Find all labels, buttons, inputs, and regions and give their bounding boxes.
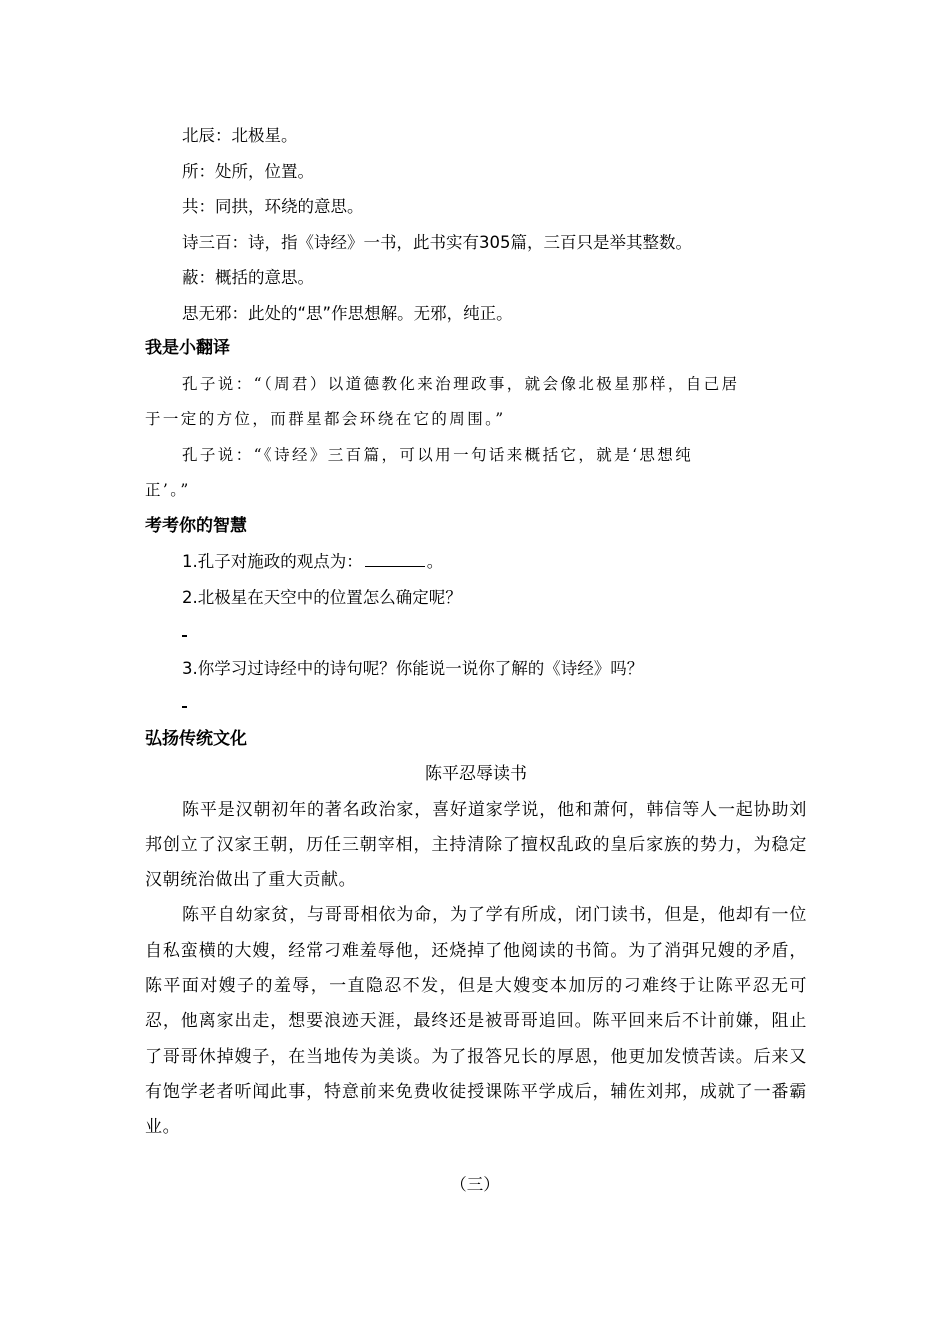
annotation-shisanbai: 诗三百：诗，指《诗经》一书，此书实有305篇，三百只是举其整数。 <box>182 232 692 252</box>
quiz-question-3: 3.你学习过诗经中的诗句呢？你能说一说你了解的《诗经》吗？ <box>182 658 644 678</box>
quiz-heading: 考考你的智慧 <box>145 515 247 536</box>
translation-1-line-2: 于一定的方位，而群星都会环绕在它的周围。” <box>145 410 506 428</box>
answer-blank[interactable] <box>365 548 425 567</box>
story-paragraph-1: 陈平是汉朝初年的著名政治家，喜好道家学说，他和萧何，韩信等人一起协助刘邦创立了汉家王朝，历任三朝宰相，主持清除了擅权乱政的皇后家族的势力，为稳定汉朝统治做出了重大贡献。 <box>145 799 807 891</box>
quiz-question-1-text: 1.孔子对施政的观点为： <box>182 552 363 571</box>
translation-2-line-2: 正’。” <box>145 481 191 499</box>
culture-heading: 弘扬传统文化 <box>145 728 247 749</box>
story-title: 陈平忍辱读书 <box>425 764 527 784</box>
quiz-question-1 <box>145 544 807 580</box>
annotation-bi: 蔽：概括的意思。 <box>182 268 314 287</box>
page-number: （三） <box>450 1175 500 1194</box>
annotation-beichen: 北辰：北极星。 <box>182 126 298 145</box>
translation-1-line-1: 孔子说：“（周君）以道德教化来治理政事，就会像北极星那样，自己居 <box>182 374 740 393</box>
translate-heading: 我是小翻译 <box>145 338 230 358</box>
answer-line-3[interactable] <box>145 686 807 722</box>
story-paragraph-2: 陈平自幼家贫，与哥哥相依为命，为了学有所成，闭门读书，但是，他却有一位自私蛮横的大嫂，经常刁难羞辱他，还烧掉了他阅读的书简。为了消弭兄嫂的矛盾，陈平面对嫂子的羞辱，一直隐忍不发，但是大嫂变本加厉的刁难终于让陈平忍无可忍，他离家出走，想要浪迹天涯，最终还是被哥哥追回。陈平回来后不计前嫌，阻止了哥哥休掉嫂子，在当地传为美谈。为了报答兄长的厚恩，他更加发愤苦读。后来又有饱学老者听闻此事，特意前来免费收徒授课陈平学成后，辅佐刘邦，成就了一番霸业。 <box>145 905 807 1138</box>
translation-2-line-1: 孔子说：“《诗经》三百篇，可以用一句话来概括它，就是‘思想纯 <box>182 445 694 464</box>
quiz-question-2: 2.北极星在天空中的位置怎么确定呢？ <box>182 587 462 607</box>
document-page <box>145 118 807 1145</box>
annotation-gong: 共：同拱，环绕的意思。 <box>182 197 364 216</box>
answer-line-2[interactable] <box>145 615 807 651</box>
annotation-suo: 所：处所，位置。 <box>182 161 314 181</box>
quiz-question-1-end: 。 <box>426 552 444 571</box>
annotation-siwuxie: 思无邪：此处的“思”作思想解。无邪，纯正。 <box>182 303 513 323</box>
